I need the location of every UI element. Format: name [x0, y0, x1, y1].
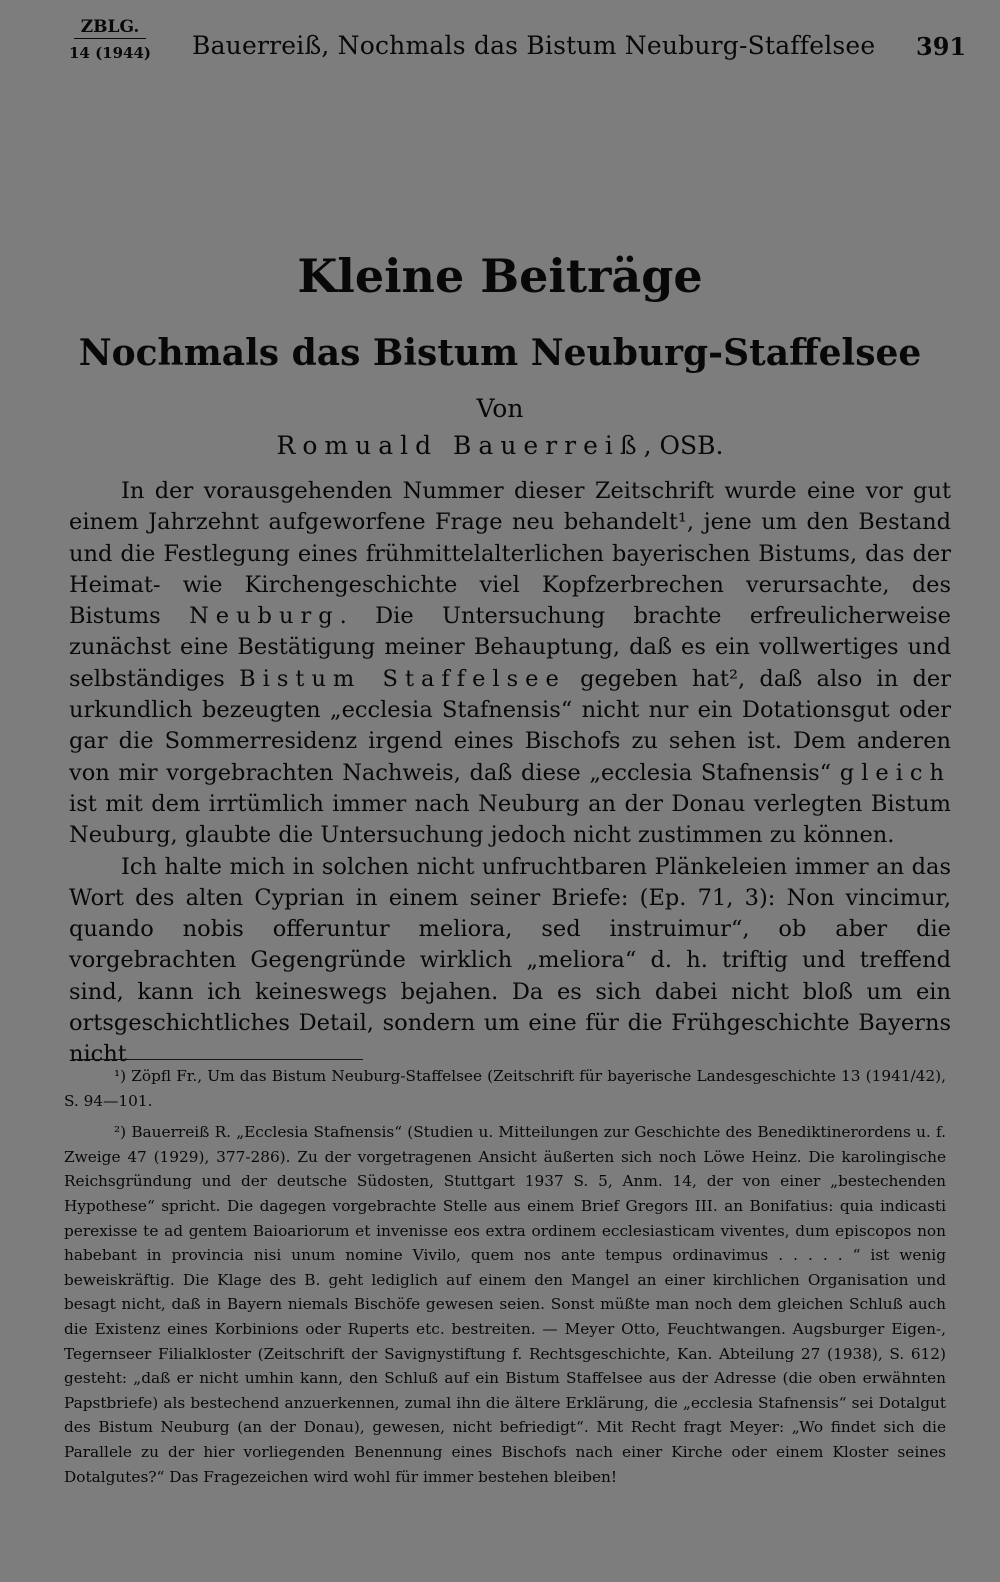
body-text-run: In der vorausgehenden Nummer dieser Zeitschrift wurde eine vor gut einem Jahrzehnt aufgeworfene Frage neu behandelt¹, jene um den Bestand und die Festlegung eines frühmittelalterlichen bayerischen Bistums, das der Heimat- wie Kirchengeschichte viel Kopfzerbrechen verursachte, des Bistums — [69, 478, 951, 630]
byline-author — [0, 430, 1000, 462]
running-header-title: Bauerreiß, Nochmals das Bistum Neuburg-Staffelsee — [192, 31, 876, 60]
footnote-divider — [73, 1059, 363, 1060]
journal-volume: 14 (1944) — [68, 44, 152, 62]
body-text-run: ist mit dem irrtümlich immer nach Neuburg an der Donau verlegten Bistum Neuburg, glaubte die Untersuchung jedoch nicht zustimmen zu können. — [69, 790, 951, 849]
footnotes — [64, 1064, 946, 1489]
body-text-run: gegeben hat², daß also in der urkundlich bezeugten „ecclesia Stafnensis“ nicht nur ein Dotationsgut oder gar die Sommerresidenz irgend eines Bischofs zu sehen ist. Dem anderen von mir vorgebrachten Nachweis, daß diese „ecclesia Stafnensis“ — [69, 665, 952, 786]
page-number: 391 — [916, 32, 967, 61]
footnote-1: ¹) Zöpfl Fr., Um das Bistum Neuburg-Staffelsee (Zeitschrift für bayerische Landesgeschichte 13 (1941/42), S. 94—101. — [64, 1067, 946, 1110]
section-title: Kleine Beiträge — [297, 249, 703, 303]
running-header — [0, 0, 1000, 80]
footnote-2: ²) Bauerreiß R. „Ecclesia Stafnensis“ (Studien u. Mitteilungen zur Geschichte des Benediktinerordens u. f. Zweige 47 (1929), 377-286). Zu der vorgetragenen Ansicht äußerten sich noch Löwe Heinz. Die karolingische Reichsgründung und der deutsche Südosten, Stuttgart 1937 S. 5, Anm. 14, der von einer „bestechenden Hypothese“ spricht. Die dagegen vorgebrachte Stelle aus einem Brief Gregors III. an Bonifatius: quia indicasti perexisse te ad gentem Baioariorum et invenisse eos extra ordinem ecclesiasticam viventes, dum episcopos non habebant in provincia nisi unum nomine Vivilo, quem nos ante tempus ordinavimus . . . . . “ ist wenig beweiskräftig. Die Klage des B. geht lediglich auf einem den Mangel an einer kirchlichen Organisation und besagt nicht, daß in Bayern niemals Bischöfe gewesen seien. Sonst müßte man noch dem gleichen Schluß auch die Existenz eines Korbinions oder Ruperts etc. bestreiten. — Meyer Otto, Feuchtwangen. Augsburger Eigen-, Tegernseer Filialkloster (Zeitschrift der Savignystiftung f. Rechtsgeschichte, Kan. Abteilung 27 (1938), S. 612) gesteht: „daß er nicht umhin kann, den Schluß auf ein Bistum Staffelsee aus der Adresse (die oben erwähnten Papstbriefe) als bestechend anzuerkennen, zumal ihn die ältere Erklärung, die „ecclesia Stafnensis“ sei Dotalgut des Bistum Neuburg (an der Donau), gewesen, nicht befriedigt“. Mit Recht fragt Meyer: „Wo findet sich die Parallele zu der hier vorliegenden Benennung eines Bischofs nach einer Kirche oder einem Kloster seines Dotalgutes?“ Das Fragezeichen wird wohl für immer bestehen bleiben! — [64, 1123, 946, 1486]
body-text-run: . Die Untersuchung brachte erfreulicherweise zunächst eine Bestätigung meiner Behauptung, daß es ein vollwertiges und selbständiges — [69, 603, 951, 692]
byline-von: Von — [476, 394, 524, 423]
author-name: Romuald Bauerreiß — [276, 431, 644, 460]
spaced-term-neuburg: Neuburg — [189, 603, 340, 630]
article-body — [69, 476, 951, 1071]
journal-abbreviation: ZBLG. — [74, 18, 146, 39]
spaced-term-gleich: gleich — [839, 759, 951, 786]
spaced-term-bistum-staffelsee: Bistum Staffelsee — [239, 665, 566, 692]
body-paragraph-1 — [69, 476, 951, 852]
author-suffix: , OSB. — [643, 431, 724, 460]
body-paragraph-2: Ich halte mich in solchen nicht unfruchtbaren Plänkeleien immer an das Wort des alten Cyprian in einem seiner Briefe: (Ep. 71, 3): Non vincimur, quando nobis offeruntur meliora, sed instruimur“, ob aber die vorgebrachten Gegengründe wirklich „meliora“ d. h. triftig und treffend sind, kann ich keineswegs bejahen. Da es sich dabei nicht bloß um ein ortsgeschichtliches Detail, sondern um eine für die Frühgeschichte Bayerns nicht — [69, 853, 951, 1068]
article-title: Nochmals das Bistum Neuburg-Staffelsee — [78, 332, 922, 374]
